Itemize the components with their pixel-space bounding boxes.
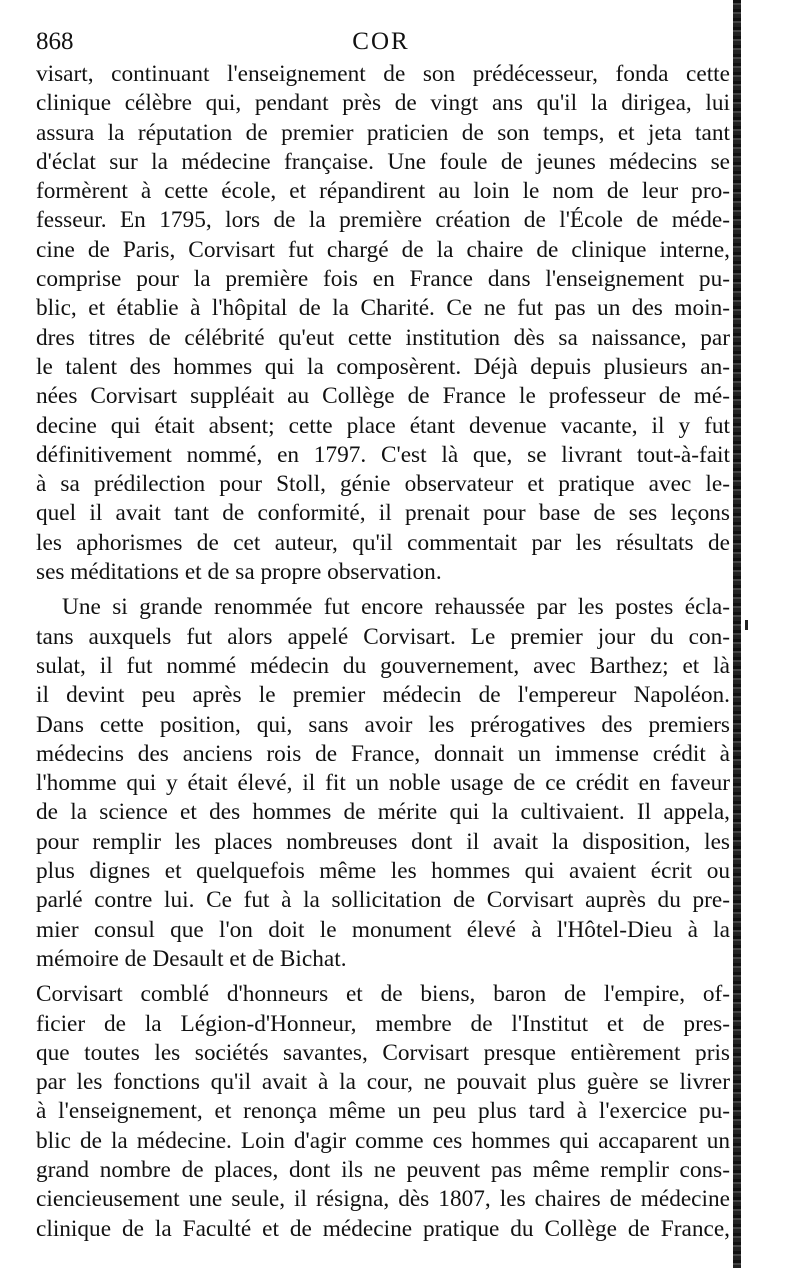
text-line: l'homme qui y était élevé, il fit un noble usage de ce crédit en faveur <box>36 770 730 797</box>
text-line: ses méditations et de sa propre observation. <box>36 559 442 586</box>
text-line: mier consul que l'on doit le monument élevé à l'Hôtel-Dieu à la <box>36 916 730 943</box>
text-line: sulat, il fut nommé médecin du gouvernement, avec Barthez; et là <box>36 652 730 679</box>
text-line: par les fonctions qu'il avait à la cour, ne pouvait plus guère se livrer <box>36 1069 730 1096</box>
paragraph <box>36 593 730 974</box>
text-line: quel il avait tant de conformité, il prenait pour base de ses leçons <box>36 500 730 527</box>
paragraph <box>36 980 730 1244</box>
text-line: clinique célèbre qui, pendant près de vingt ans qu'il la dirigea, lui <box>36 90 730 117</box>
text-line: les aphorismes de cet auteur, qu'il commentait par les résultats de <box>36 529 730 556</box>
running-head: COR <box>352 28 410 55</box>
text-line: de la science et des hommes de mérite qui la cultivaient. Il appela, <box>36 799 730 826</box>
text-line: d'éclat sur la médecine française. Une foule de jeunes médecins se <box>36 148 730 175</box>
text-line: mémoire de Desault et de Bichat. <box>36 945 347 972</box>
text-line: dres titres de célébrité qu'eut cette institution dès sa naissance, par <box>36 324 730 351</box>
text-line: ficier de la Légion-d'Honneur, membre de l'Institut et de pres- <box>36 1010 730 1037</box>
text-line: blic, et établie à l'hôpital de la Charité. Ce ne fut pas un des moin- <box>36 295 730 322</box>
text-line: grand nombre de places, dont ils ne peuvent pas même remplir cons- <box>36 1156 730 1183</box>
text-line: assura la réputation de premier praticien de son temps, et jeta tant <box>36 119 730 146</box>
text-line: ciencieusement une seule, il résigna, dès 1807, les chaires de médecine <box>36 1186 730 1213</box>
text-line: decine qui était absent; cette place étant devenue vacante, il y fut <box>36 412 730 439</box>
scan-edge-shadow <box>733 0 800 1268</box>
text-line: plus dignes et quelquefois même les hommes qui avaient écrit ou <box>36 858 730 885</box>
text-line: définitivement nommé, en 1797. C'est là que, se livrant tout-à-fait <box>36 441 730 468</box>
text-line: fesseur. En 1795, lors de la première création de l'École de méde- <box>36 207 730 234</box>
text-line: Dans cette position, qui, sans avoir les prérogatives des premiers <box>36 711 730 738</box>
text-line: comprise pour la première fois en France dans l'enseignement pu- <box>36 266 730 293</box>
paragraph <box>36 60 730 587</box>
text-line: visart, continuant l'enseignement de son prédécesseur, fonda cette <box>36 61 730 87</box>
text-line: nées Corvisart suppléait au Collège de France le professeur de mé- <box>36 383 730 410</box>
page-header <box>36 26 726 58</box>
text-line: Une si grande renommée fut encore rehaussée par les postes écla- <box>62 594 730 621</box>
text-line: médecins des anciens rois de France, donnait un immense crédit à <box>36 740 730 767</box>
text-line: formèrent à cette école, et répandirent au loin le nom de leur pro- <box>36 178 730 205</box>
text-line: clinique de la Faculté et de médecine pratique du Collège de France, <box>36 1215 730 1242</box>
text-line: parlé contre lui. Ce fut à la sollicitation de Corvisart auprès du pre- <box>36 887 730 914</box>
text-line: pour remplir les places nombreuses dont il avait la disposition, les <box>36 828 730 855</box>
text-line: tans auxquels fut alors appelé Corvisart. Le premier jour du con- <box>36 623 730 650</box>
text-line: le talent des hommes qui la composèrent. Déjà depuis plusieurs an- <box>36 353 730 380</box>
text-line: cine de Paris, Corvisart fut chargé de la chaire de clinique interne, <box>36 236 730 263</box>
text-line: à l'enseignement, et renonça même un peu plus tard à l'exercice pu- <box>36 1098 730 1125</box>
page-number: 868 <box>36 28 74 55</box>
text-line: que toutes les sociétés savantes, Corvisart presque entièrement pris <box>36 1039 730 1066</box>
text-line: il devint peu après le premier médecin de l'empereur Napoléon. <box>36 682 730 709</box>
body-text <box>36 60 730 1244</box>
text-line: blic de la médecine. Loin d'agir comme ces hommes qui accaparent un <box>36 1127 730 1154</box>
text-line: Corvisart comblé d'honneurs et de biens, baron de l'empire, of- <box>36 981 730 1008</box>
text-line: à sa prédilection pour Stoll, génie observateur et pratique avec le- <box>36 471 730 498</box>
